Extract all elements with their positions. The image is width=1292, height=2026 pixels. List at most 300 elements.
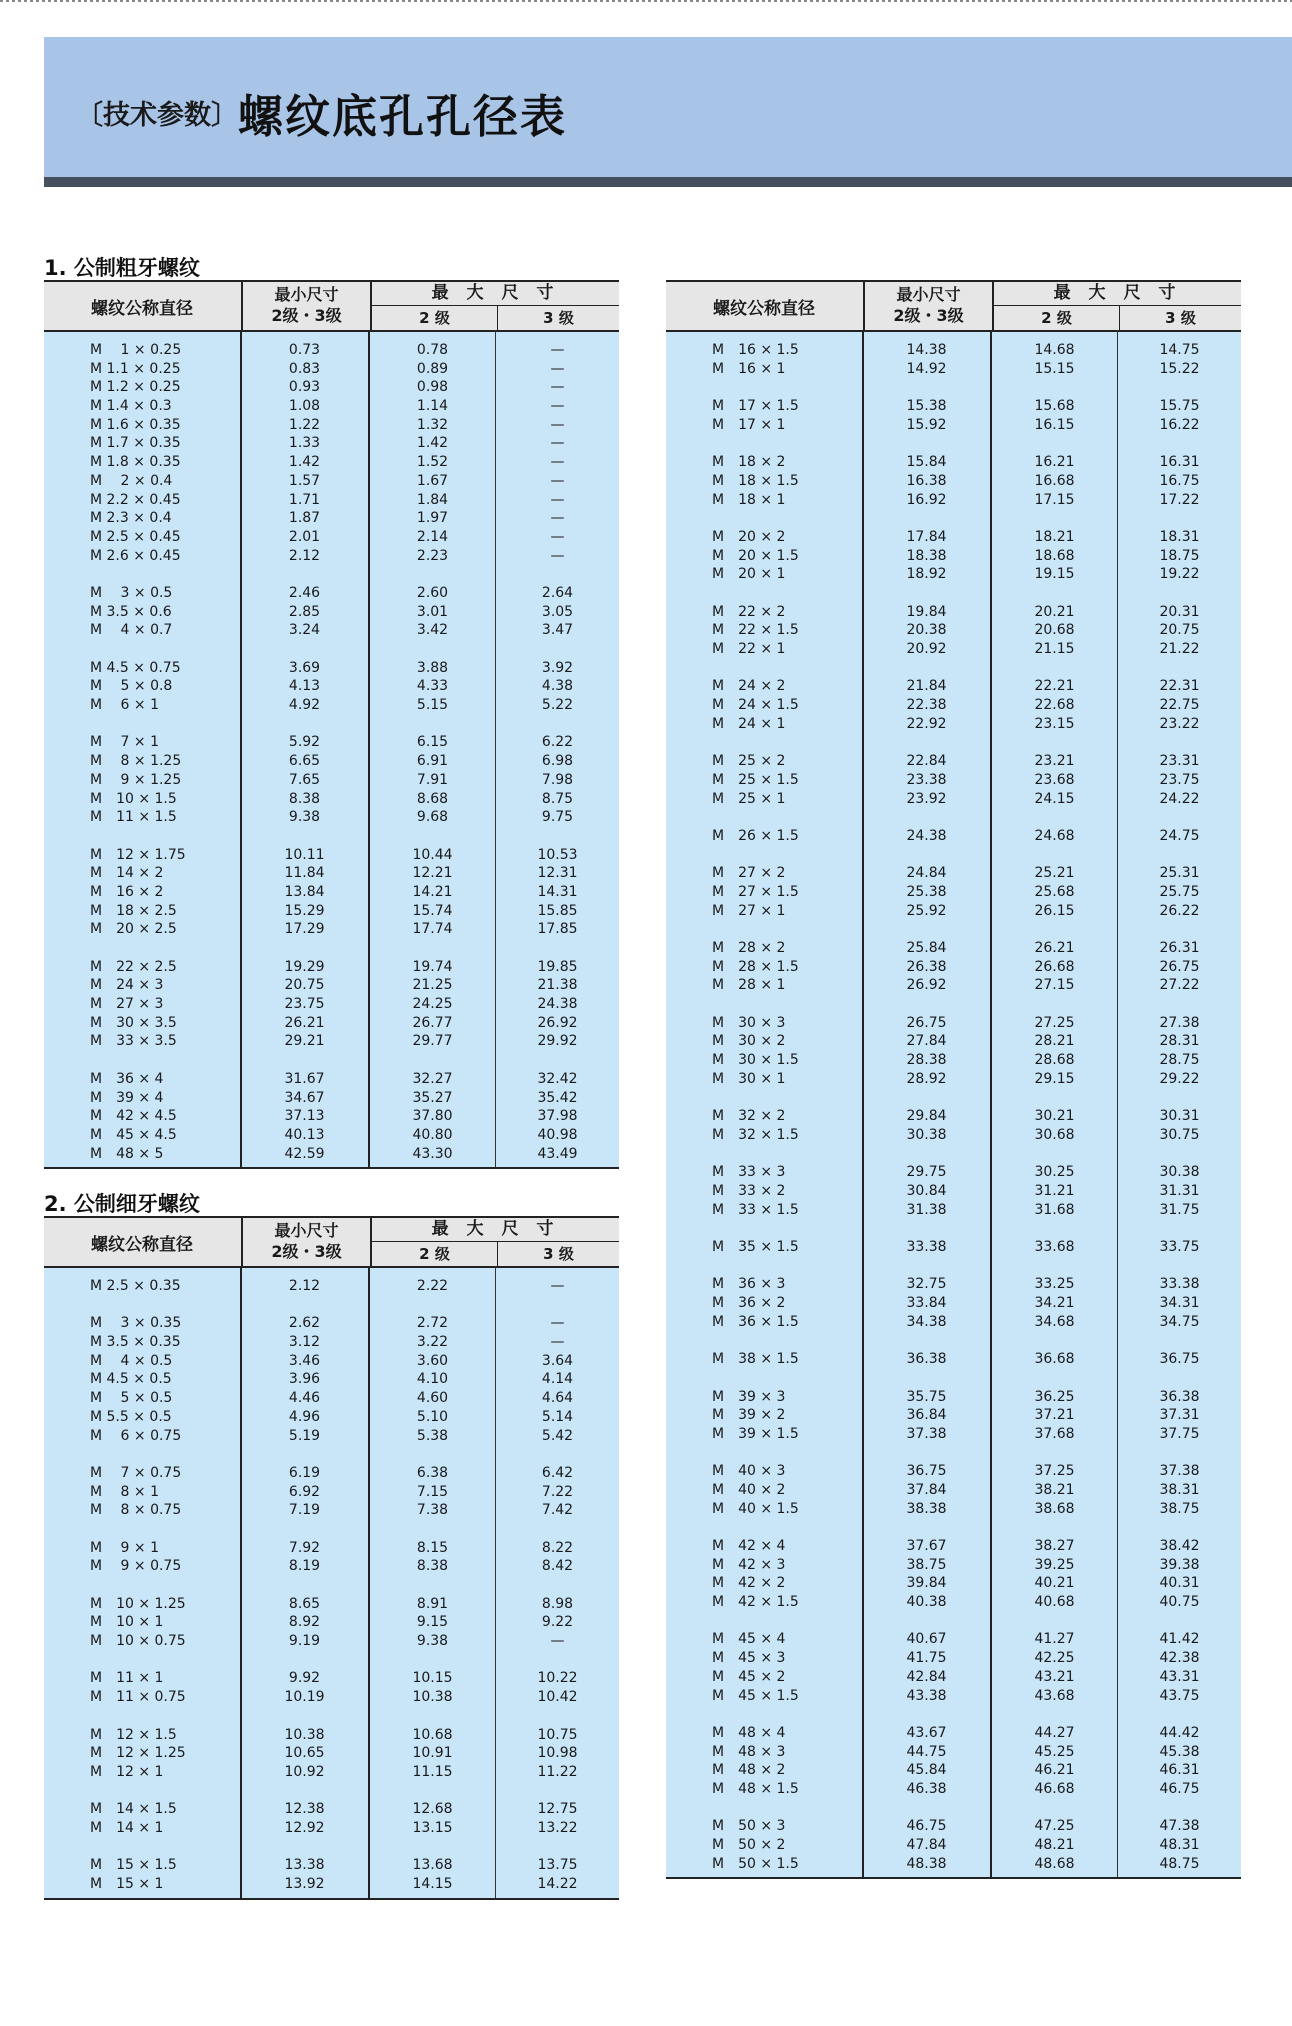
max-grade3-cell: — bbox=[550, 1334, 565, 1351]
max-grade2-cell: 8.38 bbox=[416, 1558, 449, 1575]
max-grade3-cell: 36.75 bbox=[1159, 1351, 1200, 1368]
header-grade-3: 3 级 bbox=[497, 306, 619, 330]
header-min-grade: 2级・3级 bbox=[271, 1242, 342, 1261]
table-row bbox=[44, 1856, 619, 1875]
max-grade3-cell: 40.31 bbox=[1159, 1575, 1200, 1592]
min-size-cell: 18.92 bbox=[906, 566, 947, 583]
table-row bbox=[44, 1014, 619, 1033]
max-grade2-cell: 23.68 bbox=[1034, 771, 1075, 788]
min-size-cell: 25.38 bbox=[906, 883, 947, 900]
max-grade2-cell: 25.68 bbox=[1034, 883, 1075, 900]
min-size-cell: 0.93 bbox=[288, 379, 321, 396]
row-spacer bbox=[44, 1707, 619, 1726]
max-grade3-cell: 24.22 bbox=[1159, 790, 1200, 807]
thread-size-cell: M 30 × 3.5 bbox=[90, 1014, 177, 1031]
max-grade3-cell: 3.47 bbox=[541, 622, 574, 639]
min-size-cell: 15.92 bbox=[906, 416, 947, 433]
thread-size-cell: M 7 × 1 bbox=[90, 734, 159, 751]
table-row bbox=[666, 565, 1241, 584]
min-size-cell: 7.92 bbox=[288, 1539, 321, 1556]
min-size-cell: 12.38 bbox=[284, 1801, 325, 1818]
thread-size-cell: M 27 × 1.5 bbox=[712, 883, 799, 900]
table-row bbox=[666, 1761, 1241, 1780]
max-grade2-cell: 26.77 bbox=[412, 1014, 453, 1031]
min-size-cell: 26.75 bbox=[906, 1014, 947, 1031]
thread-size-cell: M 6 × 1 bbox=[90, 697, 159, 714]
min-size-cell: 8.92 bbox=[288, 1614, 321, 1631]
max-grade3-cell: — bbox=[550, 472, 565, 489]
thread-size-cell: M 39 × 1.5 bbox=[712, 1425, 799, 1442]
max-grade2-cell: 34.21 bbox=[1034, 1295, 1075, 1312]
max-grade3-cell: 26.92 bbox=[537, 1014, 578, 1031]
min-size-cell: 38.75 bbox=[906, 1556, 947, 1573]
header-grade-3: 3 级 bbox=[497, 1242, 619, 1266]
table-row bbox=[44, 1126, 619, 1145]
max-grade2-cell: 30.25 bbox=[1034, 1164, 1075, 1181]
thread-size-cell: M 36 × 3 bbox=[712, 1276, 786, 1293]
min-size-cell: 21.84 bbox=[906, 678, 947, 695]
min-size-cell: 1.33 bbox=[288, 435, 321, 452]
max-grade3-cell: 37.75 bbox=[1159, 1425, 1200, 1442]
row-spacer bbox=[666, 1799, 1241, 1818]
max-grade2-cell: 36.25 bbox=[1034, 1388, 1075, 1405]
max-grade3-cell: 34.75 bbox=[1159, 1313, 1200, 1330]
max-grade2-cell: 12.68 bbox=[412, 1801, 453, 1818]
max-grade3-cell: 46.75 bbox=[1159, 1780, 1200, 1797]
max-grade2-cell: 5.10 bbox=[416, 1408, 449, 1425]
max-grade2-cell: 24.68 bbox=[1034, 827, 1075, 844]
header-min-size bbox=[863, 282, 992, 330]
max-grade3-cell: — bbox=[550, 416, 565, 433]
max-grade3-cell: 39.38 bbox=[1159, 1556, 1200, 1573]
min-size-cell: 2.12 bbox=[288, 547, 321, 564]
table-row bbox=[44, 603, 619, 622]
max-grade3-cell: 33.38 bbox=[1159, 1276, 1200, 1293]
max-grade3-cell: 17.22 bbox=[1159, 491, 1200, 508]
thread-size-cell: M 10 × 1 bbox=[90, 1614, 164, 1631]
max-grade2-cell: 26.15 bbox=[1034, 902, 1075, 919]
max-grade3-cell: 35.42 bbox=[537, 1089, 578, 1106]
row-spacer bbox=[44, 1520, 619, 1539]
max-grade3-cell: — bbox=[550, 491, 565, 508]
table-row bbox=[44, 976, 619, 995]
thread-size-cell: M 10 × 1.5 bbox=[90, 790, 177, 807]
thread-size-cell: M 39 × 3 bbox=[712, 1388, 786, 1405]
thread-size-cell: M 30 × 1.5 bbox=[712, 1052, 799, 1069]
thread-size-cell: M 15 × 1 bbox=[90, 1876, 164, 1892]
max-grade3-cell: 31.75 bbox=[1159, 1201, 1200, 1218]
max-grade2-cell: 46.21 bbox=[1034, 1762, 1075, 1779]
thread-size-cell: M 48 × 2 bbox=[712, 1762, 786, 1779]
table-row bbox=[44, 472, 619, 491]
max-grade2-cell: 33.25 bbox=[1034, 1276, 1075, 1293]
table-row bbox=[666, 1313, 1241, 1332]
max-grade3-cell: 5.14 bbox=[541, 1408, 574, 1425]
thread-size-cell: M 12 × 1.25 bbox=[90, 1745, 186, 1762]
min-size-cell: 24.84 bbox=[906, 865, 947, 882]
min-size-cell: 29.84 bbox=[906, 1108, 947, 1125]
table-row bbox=[44, 1370, 619, 1389]
thread-size-cell: M 28 × 1 bbox=[712, 977, 786, 994]
table-row bbox=[44, 1669, 619, 1688]
max-grade3-cell: 26.75 bbox=[1159, 958, 1200, 975]
thread-size-cell: M 12 × 1.75 bbox=[90, 846, 186, 863]
max-grade3-cell: 10.75 bbox=[537, 1726, 578, 1743]
header-min-grade: 2级・3级 bbox=[271, 306, 342, 325]
table-row bbox=[666, 1855, 1241, 1874]
min-size-cell: 38.38 bbox=[906, 1500, 947, 1517]
thread-size-cell: M 1.7 × 0.35 bbox=[90, 435, 181, 452]
max-grade2-cell: 30.68 bbox=[1034, 1126, 1075, 1143]
max-grade2-cell: 0.98 bbox=[416, 379, 449, 396]
table-row bbox=[666, 453, 1241, 472]
max-grade2-cell: 7.91 bbox=[416, 771, 449, 788]
table-row bbox=[44, 1819, 619, 1838]
min-size-cell: 8.19 bbox=[288, 1558, 321, 1575]
row-spacer bbox=[666, 808, 1241, 827]
max-grade3-cell: 33.75 bbox=[1159, 1239, 1200, 1255]
table-row bbox=[44, 790, 619, 809]
min-size-cell: 0.73 bbox=[288, 342, 321, 358]
table-row bbox=[666, 1070, 1241, 1089]
row-spacer bbox=[666, 846, 1241, 865]
max-grade2-cell: 2.22 bbox=[416, 1278, 449, 1294]
min-size-cell: 11.84 bbox=[284, 865, 325, 882]
max-grade3-cell: 23.22 bbox=[1159, 715, 1200, 732]
thread-size-cell: M 36 × 2 bbox=[712, 1295, 786, 1312]
max-grade2-cell: 10.38 bbox=[412, 1689, 453, 1706]
min-size-cell: 22.38 bbox=[906, 697, 947, 714]
thread-size-cell: M 22 × 1.5 bbox=[712, 622, 799, 639]
table-row bbox=[44, 1800, 619, 1819]
min-size-cell: 20.75 bbox=[284, 977, 325, 994]
max-grade2-cell: 14.68 bbox=[1034, 342, 1075, 358]
max-grade2-cell: 43.21 bbox=[1034, 1668, 1075, 1685]
thread-size-cell: M 26 × 1.5 bbox=[712, 827, 799, 844]
table-row bbox=[666, 864, 1241, 883]
table-row bbox=[44, 995, 619, 1014]
row-spacer bbox=[44, 827, 619, 846]
thread-size-cell: M 2.2 × 0.45 bbox=[90, 491, 181, 508]
header-grade-3: 3 级 bbox=[1119, 306, 1241, 330]
max-grade2-cell: 20.68 bbox=[1034, 622, 1075, 639]
thread-size-cell: M 50 × 1.5 bbox=[712, 1855, 799, 1872]
max-grade2-cell: 20.21 bbox=[1034, 603, 1075, 620]
min-size-cell: 23.92 bbox=[906, 790, 947, 807]
thread-size-cell: M 18 × 1 bbox=[712, 491, 786, 508]
min-size-cell: 37.38 bbox=[906, 1425, 947, 1442]
max-grade3-cell: — bbox=[550, 528, 565, 545]
min-size-cell: 6.19 bbox=[288, 1464, 321, 1481]
max-grade3-cell: 18.31 bbox=[1159, 528, 1200, 545]
min-size-cell: 1.57 bbox=[288, 472, 321, 489]
table-row bbox=[44, 1070, 619, 1089]
max-grade2-cell: 26.68 bbox=[1034, 958, 1075, 975]
table-row bbox=[666, 827, 1241, 846]
table-row bbox=[44, 1107, 619, 1126]
table-row bbox=[666, 491, 1241, 510]
thread-size-cell: M 7 × 0.75 bbox=[90, 1464, 182, 1481]
max-grade3-cell: 12.75 bbox=[537, 1801, 578, 1818]
thread-size-cell: M 24 × 3 bbox=[90, 977, 164, 994]
table-row bbox=[44, 1557, 619, 1576]
min-size-cell: 28.92 bbox=[906, 1070, 947, 1087]
table-row bbox=[666, 1051, 1241, 1070]
table-row bbox=[44, 1501, 619, 1520]
max-grade2-cell: 2.14 bbox=[416, 528, 449, 545]
thread-size-cell: M 6 × 0.75 bbox=[90, 1427, 182, 1444]
row-spacer bbox=[666, 584, 1241, 603]
max-grade2-cell: 13.68 bbox=[412, 1857, 453, 1874]
max-grade3-cell: 15.75 bbox=[1159, 398, 1200, 415]
header-max-label: 最 大 尺 寸 bbox=[372, 1218, 619, 1242]
table-row bbox=[666, 696, 1241, 715]
thread-size-cell: M 2.5 × 0.35 bbox=[90, 1278, 181, 1294]
max-grade2-cell: 14.15 bbox=[412, 1876, 453, 1892]
thread-size-cell: M 17 × 1.5 bbox=[712, 398, 799, 415]
header-min-grade: 2级・3级 bbox=[893, 306, 964, 325]
header-thread-size: 螺纹公称直径 bbox=[91, 298, 193, 319]
thread-size-cell: M 32 × 1.5 bbox=[712, 1126, 799, 1143]
min-size-cell: 3.46 bbox=[288, 1352, 321, 1369]
thread-size-cell: M 11 × 1 bbox=[90, 1670, 164, 1687]
table-row bbox=[666, 1668, 1241, 1687]
max-grade2-cell: 31.68 bbox=[1034, 1201, 1075, 1218]
max-grade2-cell: 23.21 bbox=[1034, 753, 1075, 770]
max-grade2-cell: 15.68 bbox=[1034, 398, 1075, 415]
max-grade2-cell: 38.68 bbox=[1034, 1500, 1075, 1517]
thread-size-cell: M 42 × 2 bbox=[712, 1575, 786, 1592]
max-grade3-cell: 3.64 bbox=[541, 1352, 574, 1369]
max-grade2-cell: 18.68 bbox=[1034, 547, 1075, 564]
max-grade2-cell: 2.60 bbox=[416, 584, 449, 601]
table-row bbox=[44, 1539, 619, 1558]
max-grade2-cell: 11.15 bbox=[412, 1763, 453, 1780]
table-body bbox=[44, 332, 619, 1167]
min-size-cell: 33.38 bbox=[906, 1239, 947, 1255]
table-row bbox=[666, 1201, 1241, 1220]
row-spacer bbox=[666, 1331, 1241, 1350]
table-row bbox=[44, 378, 619, 397]
min-size-cell: 34.38 bbox=[906, 1313, 947, 1330]
table-row bbox=[666, 528, 1241, 547]
header-min-size bbox=[241, 282, 370, 330]
max-grade2-cell: 31.21 bbox=[1034, 1182, 1075, 1199]
max-grade2-cell: 3.22 bbox=[416, 1334, 449, 1351]
thread-size-cell: M 22 × 1 bbox=[712, 641, 786, 657]
table-row bbox=[44, 771, 619, 790]
thread-size-cell: M 14 × 2 bbox=[90, 865, 164, 882]
max-grade2-cell: 41.27 bbox=[1034, 1631, 1075, 1648]
max-grade3-cell: 6.42 bbox=[541, 1464, 574, 1481]
table-row bbox=[666, 341, 1241, 360]
max-grade2-cell: 38.27 bbox=[1034, 1538, 1075, 1554]
table-row bbox=[44, 341, 619, 360]
row-spacer bbox=[666, 378, 1241, 397]
max-grade2-cell: 13.15 bbox=[412, 1819, 453, 1836]
header-thread-size: 螺纹公称直径 bbox=[713, 298, 815, 319]
max-grade3-cell: 31.31 bbox=[1159, 1182, 1200, 1199]
max-grade3-cell: 4.64 bbox=[541, 1390, 574, 1407]
table-row bbox=[44, 752, 619, 771]
max-grade3-cell: 38.42 bbox=[1159, 1538, 1200, 1554]
thread-size-cell: M 17 × 1 bbox=[712, 416, 786, 433]
min-size-cell: 42.59 bbox=[284, 1145, 325, 1162]
max-grade3-cell: 7.22 bbox=[541, 1483, 574, 1500]
min-size-cell: 45.84 bbox=[906, 1762, 947, 1779]
table-row bbox=[666, 1425, 1241, 1444]
table-row bbox=[44, 1427, 619, 1446]
max-grade2-cell: 16.15 bbox=[1034, 416, 1075, 433]
max-grade2-cell: 25.21 bbox=[1034, 865, 1075, 882]
min-size-cell: 14.92 bbox=[906, 360, 947, 377]
min-size-cell: 15.38 bbox=[906, 398, 947, 415]
thread-size-cell: M 20 × 1 bbox=[712, 566, 786, 583]
max-grade3-cell: 21.22 bbox=[1159, 641, 1200, 657]
max-grade2-cell: 21.25 bbox=[412, 977, 453, 994]
row-spacer bbox=[44, 1838, 619, 1857]
max-grade3-cell: — bbox=[550, 454, 565, 471]
thread-size-cell: M 20 × 2 bbox=[712, 528, 786, 545]
thread-size-cell: M 22 × 2 bbox=[712, 603, 786, 620]
table-row bbox=[44, 1145, 619, 1164]
table-row bbox=[44, 621, 619, 640]
max-grade3-cell: 23.31 bbox=[1159, 753, 1200, 770]
max-grade3-cell: 12.31 bbox=[537, 865, 578, 882]
thread-size-cell: M 5 × 0.8 bbox=[90, 678, 173, 695]
thread-size-cell: M 9 × 1 bbox=[90, 1539, 159, 1556]
min-size-cell: 25.84 bbox=[906, 940, 947, 956]
min-size-cell: 35.75 bbox=[906, 1388, 947, 1405]
min-size-cell: 19.29 bbox=[284, 958, 325, 975]
max-grade2-cell: 23.15 bbox=[1034, 715, 1075, 732]
header-max-label: 最 大 尺 寸 bbox=[994, 282, 1241, 306]
max-grade3-cell: 25.31 bbox=[1159, 865, 1200, 882]
min-size-cell: 22.92 bbox=[906, 715, 947, 732]
max-grade3-cell: — bbox=[550, 1633, 565, 1650]
max-grade3-cell: 37.38 bbox=[1159, 1463, 1200, 1480]
thread-size-cell: M 16 × 1.5 bbox=[712, 342, 799, 358]
table-row bbox=[666, 976, 1241, 995]
table-row bbox=[666, 1481, 1241, 1500]
table-row bbox=[666, 1238, 1241, 1257]
max-grade2-cell: 4.33 bbox=[416, 678, 449, 695]
title-prefix: 〔技术参数〕 bbox=[76, 100, 238, 131]
max-grade3-cell: 25.75 bbox=[1159, 883, 1200, 900]
min-size-cell: 23.75 bbox=[284, 996, 325, 1013]
max-grade3-cell: 13.22 bbox=[537, 1819, 578, 1836]
max-grade3-cell: 7.98 bbox=[541, 771, 574, 788]
thread-size-cell: M 39 × 4 bbox=[90, 1089, 164, 1106]
max-grade2-cell: 9.68 bbox=[416, 809, 449, 826]
table-row bbox=[666, 416, 1241, 435]
table-row bbox=[44, 846, 619, 865]
max-grade3-cell: 2.64 bbox=[541, 584, 574, 601]
table-row bbox=[666, 1593, 1241, 1612]
table-row bbox=[44, 958, 619, 977]
thread-size-cell: M 1.8 × 0.35 bbox=[90, 454, 181, 471]
thread-size-cell: M 28 × 2 bbox=[712, 940, 786, 956]
min-size-cell: 3.24 bbox=[288, 622, 321, 639]
table-row bbox=[666, 1574, 1241, 1593]
table-row bbox=[666, 472, 1241, 491]
table-row bbox=[666, 715, 1241, 734]
min-size-cell: 44.75 bbox=[906, 1743, 947, 1760]
max-grade3-cell: 43.75 bbox=[1159, 1687, 1200, 1704]
max-grade3-cell: 47.38 bbox=[1159, 1818, 1200, 1835]
max-grade3-cell: — bbox=[550, 1278, 565, 1294]
thread-size-cell: M 27 × 3 bbox=[90, 996, 164, 1013]
thread-size-cell: M 27 × 1 bbox=[712, 902, 786, 919]
thread-size-cell: M 4.5 × 0.5 bbox=[90, 1371, 172, 1388]
max-grade3-cell: 19.22 bbox=[1159, 566, 1200, 583]
max-grade2-cell: 9.38 bbox=[416, 1633, 449, 1650]
max-grade3-cell: 10.42 bbox=[537, 1689, 578, 1706]
header-max-size bbox=[370, 282, 619, 330]
min-size-cell: 1.22 bbox=[288, 416, 321, 433]
thread-size-cell: M 5.5 × 0.5 bbox=[90, 1408, 172, 1425]
row-spacer bbox=[44, 640, 619, 659]
min-size-cell: 10.38 bbox=[284, 1726, 325, 1743]
thread-size-cell: M 1 × 0.25 bbox=[90, 342, 182, 358]
max-grade3-cell: 17.85 bbox=[537, 921, 578, 938]
min-size-cell: 43.38 bbox=[906, 1687, 947, 1704]
max-grade2-cell: 6.38 bbox=[416, 1464, 449, 1481]
min-size-cell: 7.65 bbox=[288, 771, 321, 788]
max-grade3-cell: 14.22 bbox=[537, 1876, 578, 1892]
max-grade3-cell: 29.22 bbox=[1159, 1070, 1200, 1087]
max-grade3-cell: 7.42 bbox=[541, 1502, 574, 1519]
thread-size-cell: M 18 × 2 bbox=[712, 454, 786, 471]
min-size-cell: 32.75 bbox=[906, 1276, 947, 1293]
max-grade2-cell: 8.91 bbox=[416, 1595, 449, 1612]
min-size-cell: 37.84 bbox=[906, 1481, 947, 1498]
thread-size-cell: M 11 × 1.5 bbox=[90, 809, 177, 826]
max-grade2-cell: 7.15 bbox=[416, 1483, 449, 1500]
table-row bbox=[666, 1275, 1241, 1294]
min-size-cell: 13.84 bbox=[284, 883, 325, 900]
thread-size-cell: M 45 × 3 bbox=[712, 1650, 786, 1667]
max-grade2-cell: 43.30 bbox=[412, 1145, 453, 1162]
table-row bbox=[44, 696, 619, 715]
table-row bbox=[666, 1294, 1241, 1313]
max-grade3-cell: 18.75 bbox=[1159, 547, 1200, 564]
max-grade3-cell: 13.75 bbox=[537, 1857, 578, 1874]
min-size-cell: 16.38 bbox=[906, 472, 947, 489]
max-grade3-cell: 8.42 bbox=[541, 1558, 574, 1575]
coarse-thread-table bbox=[44, 280, 619, 1169]
thread-size-cell: M 24 × 1.5 bbox=[712, 697, 799, 714]
table-row bbox=[44, 1389, 619, 1408]
max-grade3-cell: 37.31 bbox=[1159, 1407, 1200, 1424]
row-spacer bbox=[666, 1145, 1241, 1164]
thread-size-cell: M 36 × 1.5 bbox=[712, 1313, 799, 1330]
top-dotted-rule bbox=[0, 0, 1292, 2]
thread-size-cell: M 33 × 1.5 bbox=[712, 1201, 799, 1218]
thread-size-cell: M 8 × 1.25 bbox=[90, 753, 182, 770]
thread-size-cell: M 42 × 3 bbox=[712, 1556, 786, 1573]
thread-size-cell: M 25 × 1.5 bbox=[712, 771, 799, 788]
table-row bbox=[666, 1014, 1241, 1033]
table-row bbox=[44, 416, 619, 435]
thread-size-cell: M 4 × 0.5 bbox=[90, 1352, 173, 1369]
thread-size-cell: M 33 × 3.5 bbox=[90, 1033, 177, 1050]
thread-size-cell: M 24 × 1 bbox=[712, 715, 786, 732]
thread-size-cell: M 28 × 1.5 bbox=[712, 958, 799, 975]
thread-size-cell: M 10 × 1.25 bbox=[90, 1595, 186, 1612]
max-grade2-cell: 44.27 bbox=[1034, 1724, 1075, 1741]
max-grade2-cell: 16.68 bbox=[1034, 472, 1075, 489]
